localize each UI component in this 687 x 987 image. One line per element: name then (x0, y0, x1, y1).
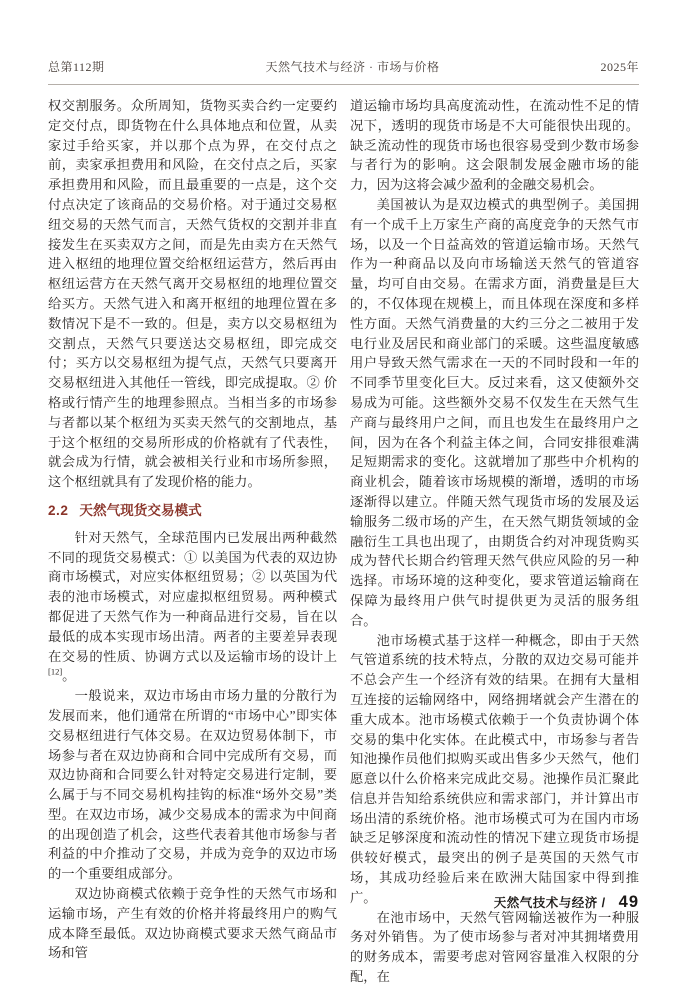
body-paragraph-transport: 道运输市场均具高度流动性，在流动性不足的情况下，透明的现货市场是不大可能很快出现的。缺乏流动性的现货市场也很容易受到少数市场参与者行为的影响。这会限制发展金融市场的能力，因为这将会减少盈利的金融交易机会。 (350, 98, 639, 193)
paragraph-text: 。 (62, 668, 76, 684)
header-year: 2025年 (600, 60, 639, 74)
body-paragraph-usa: 美国被认为是双边模式的典型例子。美国拥有一个成千上万家生产商的高度竞争的天然气市场，以及一个日益高效的管道运输市场。天然气作为一种商品以及向市场输送天然气的管道容量，均可自由交易。在需求方面，消费量是巨大的，不仅体现在规模上，而且体现在深度和多样性方面。天然气消费量的大约三分之二被用于发电行业及居民和商业部门的采暖。这些温度敏感用户导致天然气需求在一天的不同时段和一年的不同季节里变化巨大。反过来看，这又使额外交易成为可能。这些额外交易不仅发生在天然气生产商与最终用户之间，而且也发生在最终用户之间，因为在各个利益主体之间，合同安排很难满足短期需求的变化。这就增加了那些中介机构的商业机会，随着该市场规模的渐增，透明的市场逐渐得以建立。伴随天然气现货市场的发展及运输服务二级市场的产生，在天然气期货领域的金融衍生工具也出现了，由期货合约对冲现货购买成为替代长期合约管理天然气供应风险的另一种选择。市场环境的这种变化，要求管道运输商在保障为最终用户供气时提供更为灵活的服务组合。 (350, 196, 639, 628)
header-issue-number: 总第112期 (48, 60, 105, 74)
paragraph-text: 针对天然气，全球范围内已发展出两种截然不同的现货交易模式：① 以美国为代表的双边协商市场模式，对应实体枢纽贸易；② 以英国为代表的池市场模式，对应虚拟枢纽贸易。两种模式都促进了天然气作为一种商品进行交易，旨在以最低的成本实现市场出清。两者的主要差异表现在交易的性质、协调方式以及运输市场的设计上 (48, 529, 337, 664)
footer-page-number: 49 (618, 893, 639, 911)
left-column (48, 96, 337, 987)
header-journal-title: 天然气技术与经济 · 市场与价格 (265, 60, 440, 74)
page-content (48, 0, 639, 987)
body-paragraph-pool-concept: 池市场模式基于这样一种概念，即由于天然气管道系统的技术特点，分散的双边交易可能并不总会产生一个经济有效的结果。在拥有大量相互连接的运输网络中，网络拥堵就会产生潜在的重大成本。池市场模式依赖于一个负责协调个体交易的集中化实体。在此模式中，市场参与者告知池操作员他们拟购买或出售多少天然气，他们愿意以什么价格来完成此交易。池操作员汇聚此信息并告知给系统供应和需求部门，并计算出市场出清的系统价格。池市场模式可为在国内市场缺乏足够深度和流动性的情况下建立现货市场提供较好模式，最突出的例子是英国的天然气市场，其成功经验后来在欧洲大陆国家中得到推广。 (350, 632, 639, 905)
body-paragraph-pool-market: 在池市场中，天然气管网输送被作为一种服务对外销售。为了使市场参与者对冲其拥堵费用的财务成本，需要考虑对管网容量准入权限的分配，在 (350, 909, 639, 985)
section-number: 2.2 (48, 502, 69, 518)
body-paragraph-bilateral: 一般说来，双边市场由市场力量的分散行为发展而来，他们通常在所谓的“市场中心”即实体交易枢纽进行气体交易。在双边贸易体制下，市场参与者在双边协商和合同中完成所有交易，而双边协商和合同要么针对特定交易进行定制，要么属于与不同交易机构挂钩的标准“场外交易”类型。在双边市场，减少交易成本的需求为中间商的出现创造了机会，这些代表着其他市场参与者利益的中介推动了交易，并成为竞争的双边市场的一个重要组成部分。 (48, 688, 337, 882)
two-column-body (48, 96, 639, 987)
body-paragraph-overview (48, 528, 337, 686)
section-heading (48, 501, 337, 521)
right-column (350, 96, 639, 987)
journal-header (48, 58, 639, 75)
footer-journal-name: 天然气技术与经济 / (493, 896, 606, 910)
body-paragraph-negotiation: 双边协商模式依赖于竞争性的天然气市场和运输市场，产生有效的价格并将最终用户的购气成本降至最低。双边协商模式要求天然气商品市场和管 (48, 886, 337, 961)
page-footer (494, 893, 639, 912)
citation-ref: [12] (48, 666, 63, 677)
header-divider (48, 84, 639, 85)
body-paragraph-continued: 权交割服务。众所周知，货物买卖合约一定要约定交付点，即货物在什么具体地点和位置，从卖家过手给买家，并以那个点为界，在交付点之前，卖家承担费用和风险，在交付点之后，买家承担费用和风险，而且最重要的一点是，这个交付点决定了该商品的交易价格。对于通过交易枢纽交易的天然气而言，天然气货权的交割并非直接发生在买卖双方之间，而是先由卖方在天然气进入枢纽的地理位置交给枢纽运营方，然后再由枢纽运营方在天然气离开交易枢纽的地理位置交给买方。天然气进入和离开枢纽的地理位置在多数情况下是不一致的。但是，卖方以交易枢纽为交割点，天然气只要送达交易枢纽，即完成交付；买方以交易枢纽为提气点，天然气只要离开交易枢纽进入其他任一管线，即完成提取。② 价格或行情产生的地理参照点。当相当多的市场参与者都以某个枢纽为买卖天然气的交割地点，基于这个枢纽的交易所形成的价格就有了代表性，就会成为行情，就会被相关行业和市场所参照，这个枢纽就具有了发现价格的能力。 (48, 98, 337, 490)
section-title: 天然气现货交易模式 (79, 502, 202, 518)
